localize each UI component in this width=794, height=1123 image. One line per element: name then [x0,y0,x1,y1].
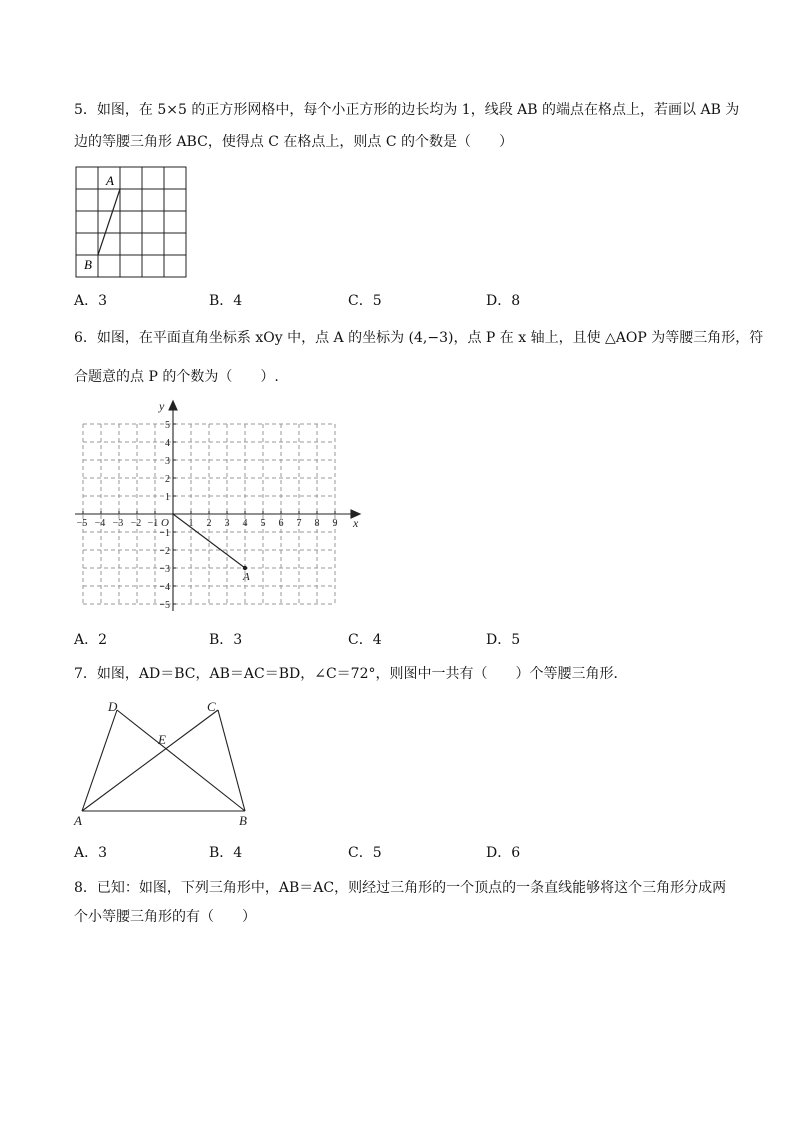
q5-option-d[interactable]: D．8 [486,293,521,309]
q6-y-tick: 2 [165,474,170,485]
q7-option-b[interactable]: B．4 [209,845,243,861]
q6-origin-label: O [161,517,169,529]
q5-text-line-1: 5．如图，在 5×5 的正方形网格中，每个小正方形的边长均为 1，线段 AB 的端点在格点上，若画以 AB 为 [74,102,740,118]
q6-x-tick: −4 [94,518,106,529]
q6-y-tick: 3 [165,456,170,467]
q7-label-b: B [239,813,247,828]
q6-coordinate-figure [60,395,370,620]
q8-text-line-1: 8．已知：如图，下列三角形中，AB＝AC，则经过三角形的一个顶点的一条直线能够将这个三角形分成两 [74,880,727,896]
q5-option-c[interactable]: C．5 [348,293,382,309]
q5-grid-figure [60,160,200,285]
q6-y-tick: 1 [165,492,170,503]
q7-label-c: C [207,699,216,714]
q6-y-tick: −1 [159,528,170,539]
q6-x-tick: 1 [188,518,194,529]
q6-y-tick: −5 [159,600,170,611]
q6-x-tick: −2 [130,518,142,529]
q6-point-a [243,566,247,570]
q6-option-d[interactable]: D．5 [486,632,521,648]
q6-y-tick: −3 [159,564,170,575]
q6-y-axis-label: y [159,399,165,413]
q7-label-d: D [108,699,118,714]
q6-x-tick: 8 [314,518,320,529]
q6-option-b[interactable]: B．3 [209,632,243,648]
q5-option-a[interactable]: A．3 [74,293,108,309]
q6-x-tick: −1 [147,518,159,529]
q7-triangle-figure [65,693,270,833]
q5-text-line-2: 边的等腰三角形 ABC，使得点 C 在格点上，则点 C 的个数是（ ） [74,134,514,150]
q7-option-d[interactable]: D．6 [486,845,521,861]
q6-x-tick: 5 [260,518,266,529]
q6-option-c[interactable]: C．4 [348,632,382,648]
q6-y-tick: −4 [159,582,170,593]
q6-y-tick: −2 [159,546,170,557]
q5-option-b[interactable]: B．4 [209,293,243,309]
q6-x-tick: −5 [76,518,88,529]
q7-text-line-1: 7．如图，AD＝BC，AB＝AC＝BD，∠C＝72°，则图中一共有（ ）个等腰三角形． [74,666,628,682]
q6-y-tick: 4 [165,438,170,449]
q6-x-tick: 9 [332,518,338,529]
q7-option-a[interactable]: A．3 [74,845,108,861]
q7-label-a: A [74,813,82,828]
q7-label-e: E [158,732,166,747]
q6-option-a[interactable]: A．2 [74,632,108,648]
q5-label-b: B [84,257,92,272]
q6-point-a-label: A [243,571,250,583]
q6-x-tick: 4 [242,518,248,529]
q6-y-tick: 5 [165,420,170,431]
q6-x-axis-label: x [353,516,359,530]
q6-x-tick: 2 [206,518,212,529]
q6-text-line-1: 6．如图，在平面直角坐标系 xOy 中，点 A 的坐标为 (4,−3)，点 P 在 x 轴上，且使 △AOP 为等腰三角形，符 [74,330,764,346]
q8-text-line-2: 个小等腰三角形的有（ ） [74,909,256,925]
q6-x-tick: −3 [112,518,124,529]
q6-x-tick: 6 [278,518,284,529]
q5-label-a: A [106,173,114,188]
q6-x-tick: 3 [224,518,230,529]
q6-text-line-2: 合题意的点 P 的个数为（ ）. [74,369,279,385]
q6-x-tick: 7 [296,518,302,529]
q7-option-c[interactable]: C．5 [348,845,382,861]
